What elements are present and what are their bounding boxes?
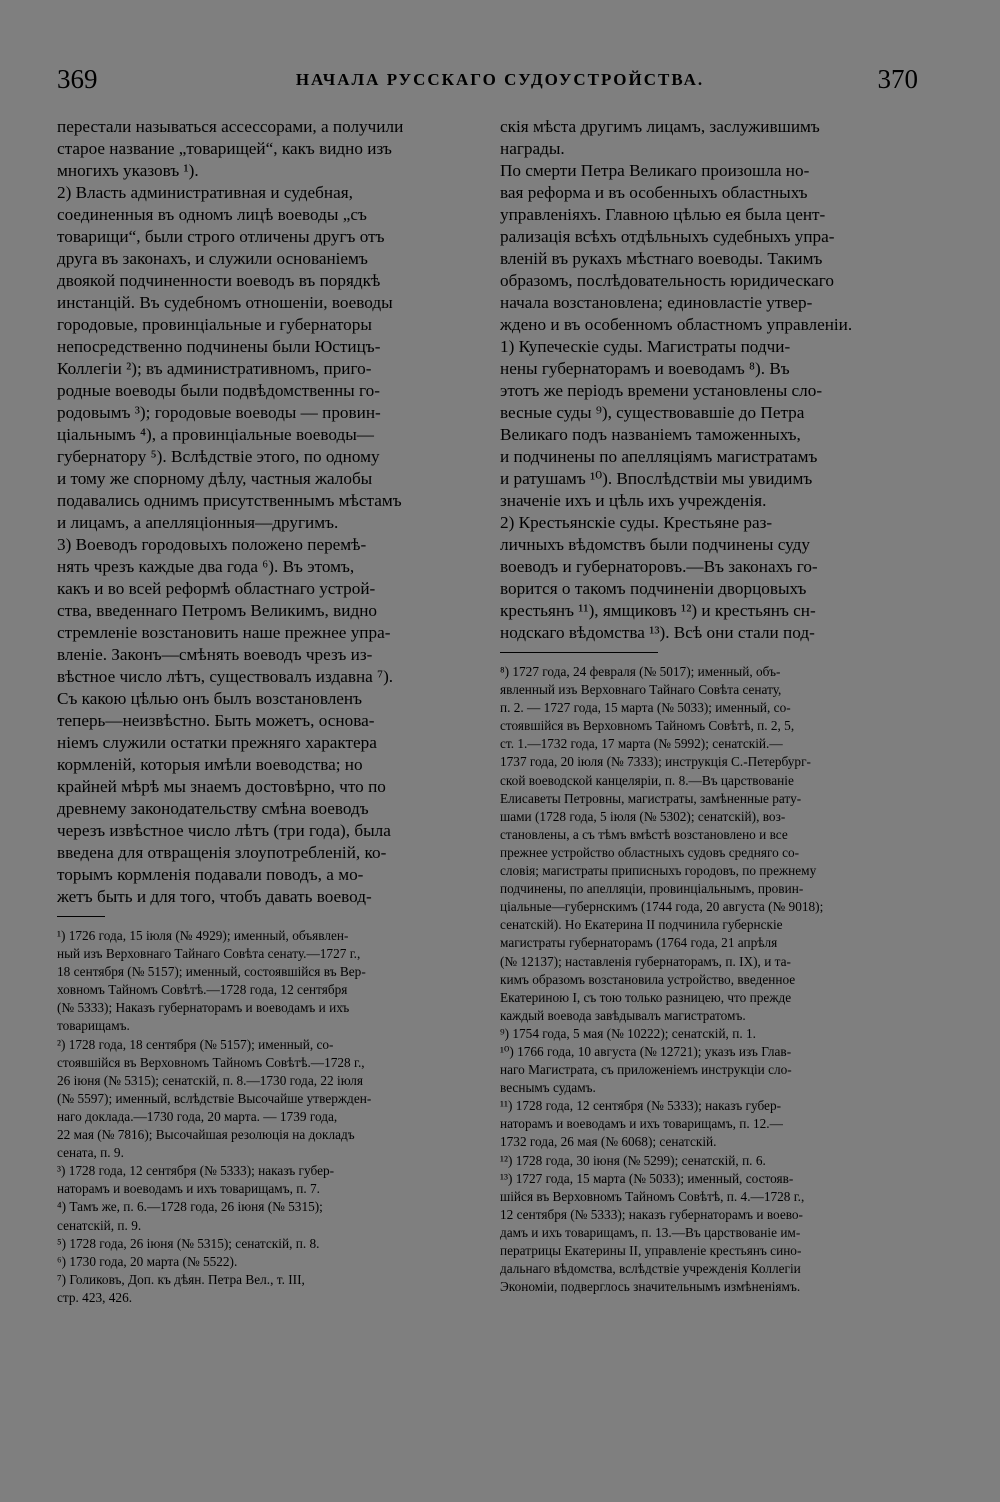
footnote-line: подчинены, по апелляціи, провинціальнымъ, провин- — [500, 881, 804, 897]
text-line: древнему законодательству смѣна воеводъ — [57, 799, 369, 818]
footnote-line: стр. 423, 426. — [57, 1289, 133, 1305]
left-column — [57, 116, 487, 1307]
text-line: этотъ же періодъ времени установлены сло- — [500, 381, 823, 400]
text-line: перестали называться ассессорами, а получили — [57, 117, 404, 136]
text-line: двоякой подчиненности воеводъ въ порядкѣ — [57, 271, 381, 290]
right-body-text — [500, 116, 920, 644]
page-number-right: 370 — [877, 64, 918, 94]
text-line: ціальнымъ ⁴), а провинціальные воеводы— — [57, 425, 374, 444]
footnote-line: 26 іюня (№ 5315); сенатскій, п. 8.—1730 года, 22 іюля — [57, 1072, 364, 1088]
page-header — [0, 60, 1000, 100]
text-line: ніемъ служили остатки прежняго характера — [57, 733, 377, 752]
text-line: личныхъ вѣдомствъ были подчинены суду — [500, 535, 811, 554]
text-line: управленіяхъ. Главною цѣлью ея была цент- — [500, 205, 826, 224]
text-line: крайней мѣрѣ мы знаемъ достовѣрно, что по — [57, 777, 386, 796]
footnote-line: дамъ и ихъ товарищамъ, п. 13.—Въ царствованіе им- — [500, 1224, 801, 1240]
footnote-line: ¹²) 1728 года, 30 іюня (№ 5299); сенатскій, п. 6. — [500, 1152, 766, 1168]
footnote-line: кимъ образомъ возстановила устройство, введенное — [500, 971, 796, 987]
text-line: образомъ, послѣдовательность юридическаго — [500, 271, 834, 290]
text-line: городовые, провинціальные и губернаторы — [57, 315, 372, 334]
text-line: награды. — [500, 139, 565, 158]
text-line: товарищи“, были строго отличены другъ отъ — [57, 227, 385, 246]
text-line: непосредственно подчинены были Юстицъ- — [57, 337, 381, 356]
footnote-line: 1732 года, 26 мая (№ 6068); сенатскій. — [500, 1134, 717, 1150]
text-line: старое название „товарищей“, какъ видно изъ — [57, 139, 392, 158]
text-line: Великаго подъ названіемъ таможенныхъ, — [500, 425, 801, 444]
footnote-line: сенатскій, п. 9. — [57, 1217, 142, 1233]
footnote-line: ской воеводской канцеляріи, п. 8.—Въ царствованіе — [500, 772, 794, 788]
footnote-line: 18 сентября (№ 5157); именный, состоявшійся въ Вер- — [57, 964, 366, 980]
text-line: инстанцій. Въ судебномъ отношеніи, воеводы — [57, 293, 393, 312]
footnote-line: (№ 5333); Наказъ губернаторамъ и воеводамъ и ихъ — [57, 1000, 350, 1016]
footnote-line: ⁸) 1727 года, 24 февраля (№ 5017); именный, объ- — [500, 664, 781, 679]
footnote-line: наторамъ и воеводамъ и ихъ товарищамъ, п. 12.— — [500, 1116, 783, 1132]
footnote-line: стоявшійся въ Верховномъ Тайномъ Совѣтѣ.—1728 г., — [57, 1054, 365, 1070]
footnote-line: товарищамъ. — [57, 1018, 130, 1034]
footnote-line: прежнее устройство областныхъ судовъ средняго со- — [500, 844, 800, 860]
footnote-line: наго доклада.—1730 года, 20 марта. — 1739 года, — [57, 1108, 338, 1124]
footnote-rule — [500, 652, 658, 653]
footnote-line: сената, п. 9. — [57, 1145, 124, 1161]
text-line: весные суды ⁹), существовавшіе до Петра — [500, 403, 805, 422]
footnote-line: Елисаветы Петровны, магистраты, замѣненные рату- — [500, 790, 802, 806]
footnote-line: 22 мая (№ 7816); Высочайшая резолюція на докладъ — [57, 1127, 355, 1143]
text-line: крестьянъ ¹¹), ямщиковъ ¹²) и крестьянъ сн- — [500, 601, 816, 620]
footnote-line: сенатскій). Но Екатерина II подчинила губернскіе — [500, 917, 783, 933]
text-line: соединенныя въ одномъ лицѣ воеводы „съ — [57, 205, 367, 224]
footnote-line: ⁷) Голиковъ, Доп. къ дѣян. Петра Вел., т. III, — [57, 1271, 305, 1287]
text-line: кормленій, которыя имѣли воеводства; но — [57, 755, 363, 774]
text-line: Коллегіи ²); въ административномъ, приго- — [57, 359, 372, 378]
text-line: По смерти Петра Великаго произошла но- — [500, 161, 810, 180]
left-footnotes — [57, 927, 487, 1307]
text-line: губернатору ⁵). Вслѣдствіе этого, по одному — [57, 447, 380, 466]
text-line: многихъ указовъ ¹). — [57, 161, 199, 180]
footnote-line: (№ 5597); именный, вслѣдствіе Высочайше утвержден- — [57, 1090, 372, 1106]
text-line: нены губернаторамъ и воеводамъ ⁸). Въ — [500, 359, 790, 378]
page-number-left: 369 — [57, 64, 98, 94]
text-line: 1) Купеческіе суды. Магистраты подчи- — [500, 337, 791, 356]
footnote-line: магистраты губернаторамъ (1764 года, 21 апрѣля — [500, 935, 778, 951]
text-line: какъ и во всей реформѣ областнаго устрой- — [57, 579, 376, 598]
text-line: вая реформа и въ особенныхъ областныхъ — [500, 183, 808, 202]
footnote-line: веснымъ судамъ. — [500, 1080, 596, 1096]
text-line: нодскаго вѣдомства ¹³). Всѣ они стали под- — [500, 623, 815, 642]
text-line: скія мѣста другимъ лицамъ, заслужившимъ — [500, 117, 820, 136]
footnote-line: ⁹) 1754 года, 5 мая (№ 10222); сенатскій, п. 1. — [500, 1025, 756, 1041]
text-line: и ратушамъ ¹⁰). Впослѣдствіи мы увидимъ — [500, 469, 813, 488]
text-line: 2) Власть административная и судебная, — [57, 183, 353, 202]
text-line: Съ какою цѣлью онъ былъ возстановленъ — [57, 689, 363, 708]
footnote-line: (№ 12137); наставленія губернаторамъ, п. IX), и та- — [500, 953, 791, 969]
running-title: НАЧАЛА РУССКАГО СУДОУСТРОЙСТВА. — [295, 70, 705, 89]
text-line: родные воеводы были подвѣдомственны го- — [57, 381, 380, 400]
text-line: вленіе. Законъ—смѣнять воеводъ чрезъ из- — [57, 645, 373, 664]
text-line: торымъ кормленія подавали поводъ, а мо- — [57, 865, 364, 884]
footnote-line: каждый воевода завѣдывалъ магистратомъ. — [500, 1007, 746, 1023]
footnote-line: наторамъ и воеводамъ и ихъ товарищамъ, п. 7. — [57, 1181, 320, 1197]
footnote-line: наго Магистрата, съ приложеніемъ инструкціи сло- — [500, 1062, 792, 1078]
footnote-line: словія; магистраты приписныхъ городовъ, по прежнему — [500, 863, 817, 879]
text-line: вленій въ рукахъ мѣстнаго воеводы. Такимъ — [500, 249, 823, 268]
footnote-line: шами (1728 года, 5 іюля (№ 5302); сенатскій), воз- — [500, 808, 786, 824]
footnote-line: Екатериною I, съ тою только разницею, что прежде — [500, 989, 792, 1005]
text-line: и лицамъ, а апелляціонныя—другимъ. — [57, 513, 339, 532]
text-line: стремленіе возстановить наше прежнее упра- — [57, 623, 391, 642]
footnote-line: ховномъ Тайномъ Совѣтѣ.—1728 года, 12 сентября — [57, 982, 348, 998]
footnote-line: ⁶) 1730 года, 20 марта (№ 5522). — [57, 1253, 238, 1269]
text-line: друга въ законахъ, и служили основаніемъ — [57, 249, 368, 268]
text-line: вѣстное число лѣтъ, существовалъ издавна ⁷). — [57, 667, 394, 686]
text-line: жетъ быть и для того, чтобъ давать воевод- — [57, 887, 372, 906]
footnote-line: ст. 1.—1732 года, 17 марта (№ 5992); сенатскій.— — [500, 736, 783, 752]
footnote-line: стоявшійся въ Верховномъ Тайномъ Совѣтѣ, п. 2, 5, — [500, 718, 795, 734]
footnote-line: ¹³) 1727 года, 15 марта (№ 5033); именный, состояв- — [500, 1170, 794, 1186]
right-column — [500, 116, 920, 1296]
footnote-line: ³) 1728 года, 12 сентября (№ 5333); наказъ губер- — [57, 1163, 335, 1179]
text-line: рализація всѣхъ отдѣльныхъ судебныхъ упра- — [500, 227, 835, 246]
text-line: черезъ извѣстное число лѣтъ (три года), была — [57, 821, 391, 840]
text-line: нять чрезъ каждые два года ⁶). Въ этомъ, — [57, 557, 355, 576]
footnote-line: становлены, а съ тѣмъ вмѣстѣ возстановлено и все — [500, 826, 788, 842]
footnote-line: ¹⁰) 1766 года, 10 августа (№ 12721); указъ изъ Глав- — [500, 1043, 792, 1059]
text-line: ства, введеннаго Петромъ Великимъ, видно — [57, 601, 377, 620]
footnote-line: 1737 года, 20 іюля (№ 7333); инструкція С.-Петербург- — [500, 754, 811, 770]
text-line: 2) Крестьянскіе суды. Крестьяне раз- — [500, 513, 773, 532]
footnote-rule — [57, 916, 105, 917]
text-line: 3) Воеводъ городовыхъ положено перемѣ- — [57, 535, 367, 554]
text-line: ждено и въ особенномъ областномъ управленіи. — [500, 315, 853, 334]
text-line: начала возстановлена; единовластіе утвер- — [500, 293, 813, 312]
footnote-line: явленный изъ Верховнаго Тайнаго Совѣта сенату, — [500, 682, 782, 698]
right-footnotes — [500, 663, 920, 1296]
footnote-line: ¹) 1726 года, 15 іюля (№ 4929); именный, объявлен- — [57, 928, 349, 943]
text-line: введена для отвращенія злоупотребленій, ко- — [57, 843, 387, 862]
text-line: и подчинены по апелляціямъ магистратамъ — [500, 447, 818, 466]
footnote-line: ⁴) Тамъ же, п. 6.—1728 года, 26 іюня (№ 5315); — [57, 1199, 323, 1215]
text-line: и тому же спорному дѣлу, частныя жалобы — [57, 469, 373, 488]
footnote-line: дальнаго вѣдомства, вслѣдствіе учрежденія Коллегіи — [500, 1261, 801, 1277]
text-line: воеводъ и губернаторовъ.—Въ законахъ го- — [500, 557, 818, 576]
footnote-line: Экономіи, подверглось значительнымъ измѣненіямъ. — [500, 1279, 801, 1295]
text-line: значеніе ихъ и цѣль ихъ учрежденія. — [500, 491, 767, 510]
footnote-line: ⁵) 1728 года, 26 іюня (№ 5315); сенатскій, п. 8. — [57, 1235, 320, 1251]
text-line: подавались однимъ присутственнымъ мѣстамъ — [57, 491, 402, 510]
footnote-line: ціальные—губернскимъ (1744 года, 20 августа (№ 9018); — [500, 899, 824, 915]
footnote-line: ператрицы Екатерины II, управленіе крестьянъ сино- — [500, 1243, 802, 1258]
footnote-line: 12 сентября (№ 5333); наказъ губернаторамъ и воево- — [500, 1206, 803, 1222]
footnote-line: шійся въ Верховномъ Тайномъ Совѣтѣ, п. 4.—1728 г., — [500, 1188, 805, 1204]
footnote-line: ²) 1728 года, 18 сентября (№ 5157); именный, со- — [57, 1036, 334, 1052]
text-line: родовымъ ³); городовые воеводы — провин- — [57, 403, 381, 422]
footnote-line: ный изъ Верховнаго Тайнаго Совѣта сенату.—1727 г., — [57, 946, 361, 962]
left-body-text — [57, 116, 487, 908]
footnote-line: ¹¹) 1728 года, 12 сентября (№ 5333); наказъ губер- — [500, 1098, 782, 1114]
text-line: ворится о такомъ подчиненіи дворцовыхъ — [500, 579, 807, 598]
text-line: теперь—неизвѣстно. Быть можетъ, основа- — [57, 711, 375, 730]
footnote-line: п. 2. — 1727 года, 15 марта (№ 5033); именный, со- — [500, 700, 791, 716]
